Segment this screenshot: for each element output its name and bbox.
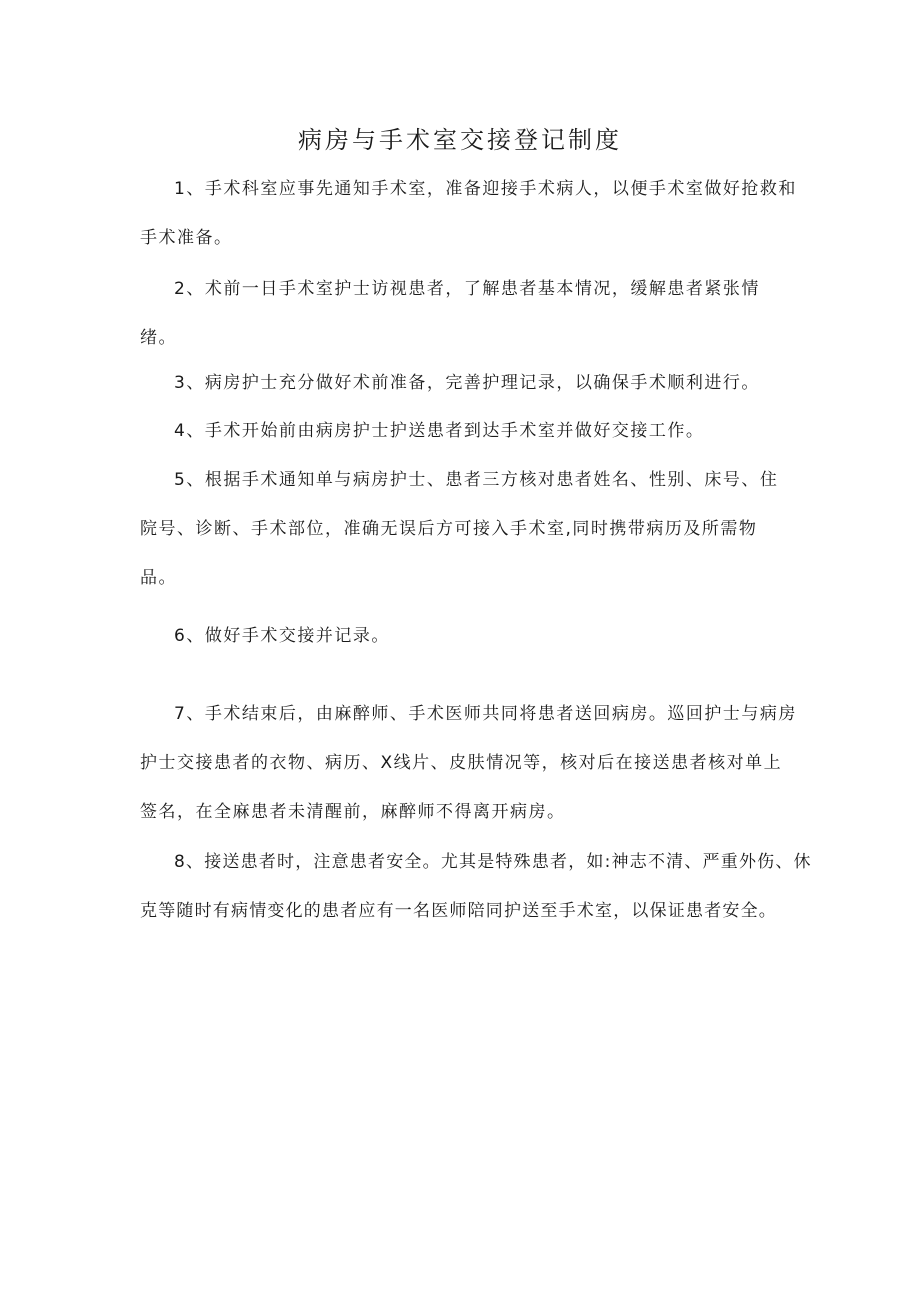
paragraph-6: 6、做好手术交接并记录。: [174, 626, 390, 646]
paragraph-8: 8、接送患者时，注意患者安全。尤其是特殊患者，如:神志不清、严重外伤、休克等随时有病情变化的患者应有一名医师陪同护送至手术室，以保证患者安全。: [140, 852, 812, 921]
paragraph-4: 4、手术开始前由病房护士护送患者到达手术室并做好交接工作。: [174, 421, 705, 441]
paragraph-1: 1、手术科室应事先通知手术室，准备迎接手术病人，以便手术室做好抢救和手术准备。: [140, 179, 797, 248]
paragraph-5: 5、根据手术通知单与病房护士、患者三方核对患者姓名、性别、床号、住院号、诊断、手术部位，准确无误后方可接入手术室,同时携带病历及所需物品。: [140, 470, 779, 588]
paragraph-2: 2、术前一日手术室护士访视患者，了解患者基本情况，缓解患者紧张情绪。: [140, 279, 760, 348]
paragraph-3: 3、病房护士充分做好术前准备，完善护理记录，以确保手术顺利进行。: [174, 373, 760, 393]
paragraph-7: 7、手术结束后，由麻醉师、手术医师共同将患者送回病房。巡回护士与病房护士交接患者的衣物、病历、X线片、皮肤情况等，核对后在接送患者核对单上签名，在全麻患者未清醒前，麻醉师不得离开病房。: [140, 704, 797, 822]
page-title: 病房与手术室交接登记制度: [298, 126, 622, 154]
